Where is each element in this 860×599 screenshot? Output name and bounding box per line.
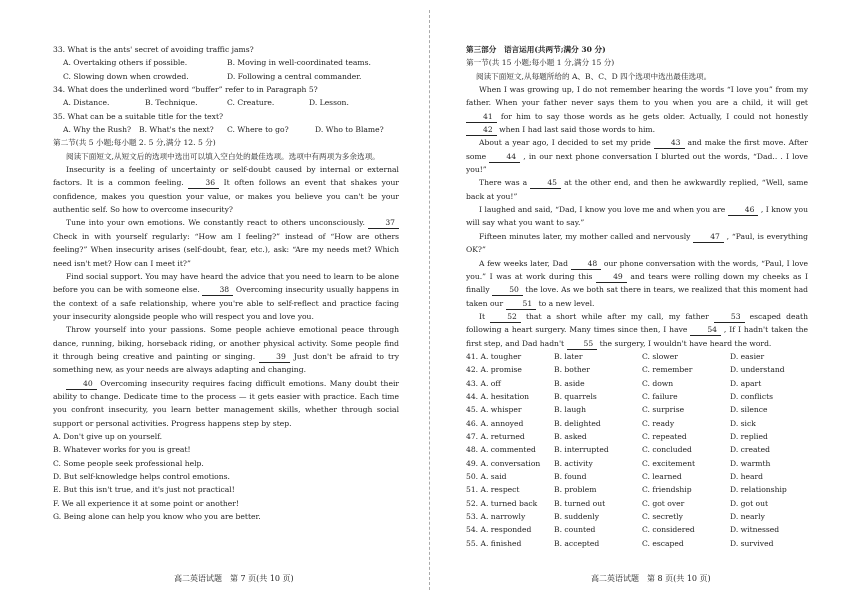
option-46-c[interactable]: C. ready [642, 418, 675, 428]
option-row-45 [466, 403, 808, 416]
option-50-a[interactable]: 50. A. said [466, 472, 507, 481]
page-divider [429, 10, 430, 590]
option-row-44 [466, 390, 808, 403]
option-47-d[interactable]: D. replied [730, 431, 768, 441]
q34-option-d: D. Lesson. [309, 98, 349, 108]
q35-option-a: A. Why the Rush? [63, 125, 132, 135]
option-47-b[interactable]: B. asked [554, 431, 587, 441]
option-55-b[interactable]: B. accepted [554, 538, 600, 548]
cloze-paragraph-2: About a year ago, I decided to set my pride 43 and make the first move. After some 44 , in our next phone conversation I blurted out the words, “Dad.. . I love you!” [466, 138, 809, 175]
option-46-d[interactable]: D. sick [730, 418, 756, 428]
blank-47[interactable]: 47 [693, 232, 724, 243]
q35-option-c: C. Where to go? [227, 125, 289, 135]
passage-paragraph-1: Insecurity is a feeling of uncertainty or self-doubt caused by internal or external factors. It is a common feeling. 36 It often follows an event that shakes your confidence, makes you question your value, or makes you believe you can't be your authentic self. So how to overcome insecurity? [53, 165, 400, 215]
choice-c: C. Some people seek professional help. [53, 458, 204, 468]
right-page [466, 43, 808, 550]
cloze-options-table [466, 350, 808, 550]
blank-44[interactable]: 44 [489, 152, 520, 163]
part3-title: 第三部分 语言运用(共两节;满分 30 分) [466, 45, 606, 54]
option-53-b[interactable]: B. suddenly [554, 512, 600, 522]
option-55-d[interactable]: D. survived [730, 538, 774, 548]
q33-option-b: B. Moving in well-coordinated teams. [227, 58, 371, 68]
option-row-53 [466, 510, 808, 523]
option-52-d[interactable]: D. got out [730, 498, 769, 508]
blank-41[interactable]: 41 [466, 112, 497, 123]
option-53-a[interactable]: 53. A. narrowly [466, 512, 526, 522]
footer-page-8: 高二英语试题 第 8 页(共 10 页) [591, 574, 711, 583]
option-44-b[interactable]: B. quarrels [554, 391, 597, 401]
choice-a: A. Don't give up on yourself. [53, 431, 163, 441]
option-41-b[interactable]: B. later [554, 351, 583, 361]
blank-49[interactable]: 49 [596, 272, 627, 283]
q33-options-row2 [53, 70, 399, 83]
option-47-c[interactable]: C. repeated [642, 431, 687, 441]
option-52-c[interactable]: C. got over [642, 498, 685, 508]
option-row-51 [466, 483, 808, 496]
option-row-43 [466, 377, 808, 390]
option-51-a[interactable]: 51. A. respect [466, 485, 520, 495]
q35-option-b: B. What's the next? [139, 125, 214, 135]
option-49-a[interactable]: 49. A. conversation [466, 458, 541, 468]
blank-45[interactable]: 45 [530, 178, 561, 189]
q35-option-d: D. Who to Blame? [315, 125, 384, 135]
q34-option-c: C. Creature. [227, 98, 275, 108]
cloze-paragraph-7: It 52 that a short while after my call, my father 53 escaped death following a heart surgery. Many times since then, I have 54 , If I hadn't taken the first step, and Dad hadn't 55 the surgery, I wouldn't have heard the word. [466, 311, 808, 348]
option-row-48 [466, 443, 808, 456]
option-49-c[interactable]: C. excitement [642, 458, 696, 468]
passage-paragraph-4: Throw yourself into your passions. Some people achieve emotional peace through dance, running, biking, horseback riding, or another physical activity. Some people find it through being creative and painting or singing. 39 Just don't be afraid to try something new, as your needs are always adapting and changing. [53, 325, 399, 375]
option-row-46 [466, 417, 808, 430]
option-47-a[interactable]: 47. A. returned [466, 431, 525, 441]
option-row-49 [466, 457, 808, 470]
blank-43[interactable]: 43 [654, 138, 685, 149]
section2-title: 第二节(共 5 小题;每小题 2. 5 分,满分 12. 5 分) [53, 138, 216, 148]
blank-55[interactable]: 55 [567, 339, 598, 350]
footer-page-7: 高二英语试题 第 7 页(共 10 页) [174, 574, 294, 583]
option-45-b[interactable]: B. laugh [554, 405, 587, 415]
option-42-a[interactable]: 42. A. promise [466, 365, 522, 375]
option-48-c[interactable]: C. concluded [642, 445, 692, 455]
choice-b: B. Whatever works for you is great! [53, 445, 191, 455]
option-43-c[interactable]: C. down [642, 378, 674, 388]
option-45-a[interactable]: 45. A. whisper [466, 405, 522, 415]
option-42-d[interactable]: D. understand [730, 365, 785, 375]
cloze-paragraph-4: I laughed and said, “Dad, I know you love me and when you are 46 , I know you will say what you want to say.” [466, 205, 808, 228]
option-50-b[interactable]: B. found [554, 472, 587, 481]
blank-50[interactable]: 50 [492, 285, 523, 296]
blank-52[interactable]: 52 [490, 312, 521, 323]
blank-42[interactable]: 42 [466, 125, 497, 136]
option-53-d[interactable]: D. nearly [730, 512, 765, 522]
choice-e: E. But this isn't true, and it's just not practical! [53, 485, 235, 495]
choice-d: D. But self-knowledge helps control emotions. [53, 472, 230, 481]
left-page [53, 43, 399, 523]
option-row-47 [466, 430, 808, 443]
option-44-a[interactable]: 44. A. hesitation [466, 391, 530, 401]
option-45-d[interactable]: D. silence [730, 405, 768, 415]
option-46-a[interactable]: 46. A. annoyed [466, 418, 524, 428]
option-52-b[interactable]: B. turned out [554, 498, 606, 508]
option-51-d[interactable]: D. relationship [730, 485, 787, 495]
option-row-41 [466, 350, 808, 363]
q33-option-c: C. Slowing down when crowded. [63, 71, 189, 81]
q34-stem: 34. What does the underlined word “buffer” refer to in Paragraph 5? [53, 85, 318, 95]
choice-g: G. Being alone can help you know who you are better. [53, 512, 261, 522]
option-42-b[interactable]: B. bother [554, 365, 590, 375]
option-row-50 [466, 470, 808, 483]
blank-39[interactable]: 39 [259, 352, 290, 363]
option-49-b[interactable]: B. activity [554, 458, 593, 468]
cloze-paragraph-6: A few weeks later, Dad 48 our phone conversation with the words, “Paul, I love you.” I was at work during this 49 and tears were rolling down my cheeks as I finally 50 the love. As we both sat there in tears, we realized that this moment had taken our 51 to a new level. [466, 258, 809, 308]
option-55-c[interactable]: C. escaped [642, 538, 684, 548]
option-55-a[interactable]: 55. A. finished [466, 538, 522, 548]
option-row-42 [466, 363, 808, 376]
q33-option-d: D. Following a central commander. [227, 71, 362, 81]
q34-option-a: A. Distance. [63, 98, 110, 108]
blank-36[interactable]: 36 [188, 178, 219, 189]
option-54-c[interactable]: C. considered [642, 525, 695, 535]
section2-instructions: 阅读下面短文,从短文后的选项中选出可以填入空白处的最佳选项。选项中有两项为多余选项。 [66, 151, 380, 161]
option-51-c[interactable]: C. friendship [642, 485, 692, 495]
option-41-d[interactable]: D. easier [730, 351, 765, 361]
option-row-52 [466, 497, 808, 510]
option-46-b[interactable]: B. delighted [554, 418, 601, 428]
cloze-paragraph-1: When I was growing up, I do not remember hearing the words “I love you” from my father. When your father never says them to you when you are a child, it will get 41 for him to say those words as he gets older. Actually, I could not honestly 42 when I had last said those words to him. [466, 85, 808, 135]
option-row-54 [466, 523, 808, 536]
option-54-d[interactable]: D. witnessed [730, 525, 780, 535]
option-41-a[interactable]: 41. A. tougher [466, 351, 522, 361]
blank-38[interactable]: 38 [202, 285, 233, 296]
option-43-a[interactable]: 43. A. off [466, 378, 501, 388]
q33-options-row1 [53, 56, 399, 69]
choice-f: F. We all experience it at some point or another! [53, 498, 239, 508]
option-44-c[interactable]: C. failure [642, 391, 678, 401]
passage-paragraph-5: 40 Overcoming insecurity requires facing difficult emotions. Many doubt their ability to change. Dedicate time to the process — it gets easier with practice. Each time you confront insecurity, you learn better management skills, whether through social support or personal activities. Progress happens step by step. [53, 378, 400, 428]
blank-53[interactable]: 53 [714, 312, 745, 323]
q35-options [53, 123, 399, 136]
option-45-c[interactable]: C. surprise [642, 405, 685, 415]
passage-paragraph-3: Find social support. You may have heard the advice that you need to learn to be alone before you can be with someone else. 38 Overcoming insecurity usually happens in the context of a safe relationship, where you're able to self-reflect and practice facing your insecurity alongside people who will respect you and love you. [53, 271, 399, 321]
blank-37[interactable]: 37 [368, 218, 399, 229]
cloze-paragraph-3: There was a 45 at the other end, and then he awkwardly replied, “Well, same back at you!” [466, 178, 808, 201]
section1-title: 第一节(共 15 小题;每小题 1 分,满分 15 分) [466, 58, 615, 68]
blank-54[interactable]: 54 [690, 325, 721, 336]
section1-instructions: 阅读下面短文,从每题所给的 A、B、C、D 四个选项中选出最佳选项。 [476, 71, 712, 81]
option-43-b[interactable]: B. aside [554, 378, 585, 388]
option-52-a[interactable]: 52. A. turned back [466, 498, 538, 508]
option-43-d[interactable]: D. apart [730, 378, 762, 388]
option-44-d[interactable]: D. conflicts [730, 391, 774, 401]
option-row-55 [466, 537, 808, 550]
option-49-d[interactable]: D. warmth [730, 458, 771, 468]
passage-paragraph-2: Tune into your own emotions. We constantly react to others unconsciously. 37 Check in with yourself regularly: “How am I feeling?” instead of “How are others feeling?” When insecurity arises (self-doubt, fear, etc.), ask: “Are my needs met? Which need isn't met? How can I meet it?” [53, 218, 399, 268]
q35-stem: 35. What can be a suitable title for the text? [53, 111, 224, 121]
blank-51[interactable]: 51 [506, 299, 537, 310]
option-48-b[interactable]: B. interrupted [554, 445, 609, 455]
option-48-a[interactable]: 48. A. commented [466, 445, 536, 455]
option-54-a[interactable]: 54. A. responded [466, 525, 532, 535]
option-41-c[interactable]: C. slower [642, 351, 678, 361]
blank-48[interactable]: 48 [571, 259, 602, 270]
blank-40[interactable]: 40 [66, 379, 97, 390]
option-50-c[interactable]: C. learned [642, 472, 682, 481]
q33-option-a: A. Overtaking others if possible. [63, 58, 188, 68]
option-53-c[interactable]: C. secretly [642, 512, 683, 522]
cloze-paragraph-5: Fifteen minutes later, my mother called and nervously 47 , “Paul, is everything OK?” [466, 231, 808, 255]
q34-option-b: B. Technique. [145, 98, 198, 108]
option-48-d[interactable]: D. created [730, 445, 770, 455]
option-51-b[interactable]: B. problem [554, 485, 597, 495]
blank-46[interactable]: 46 [728, 205, 759, 216]
option-50-d[interactable]: D. heard [730, 472, 764, 481]
option-42-c[interactable]: C. remember [642, 365, 693, 375]
option-54-b[interactable]: B. counted [554, 525, 596, 535]
q33-stem: 33. What is the ants' secret of avoiding traffic jams? [53, 45, 254, 54]
q34-options [53, 96, 399, 109]
